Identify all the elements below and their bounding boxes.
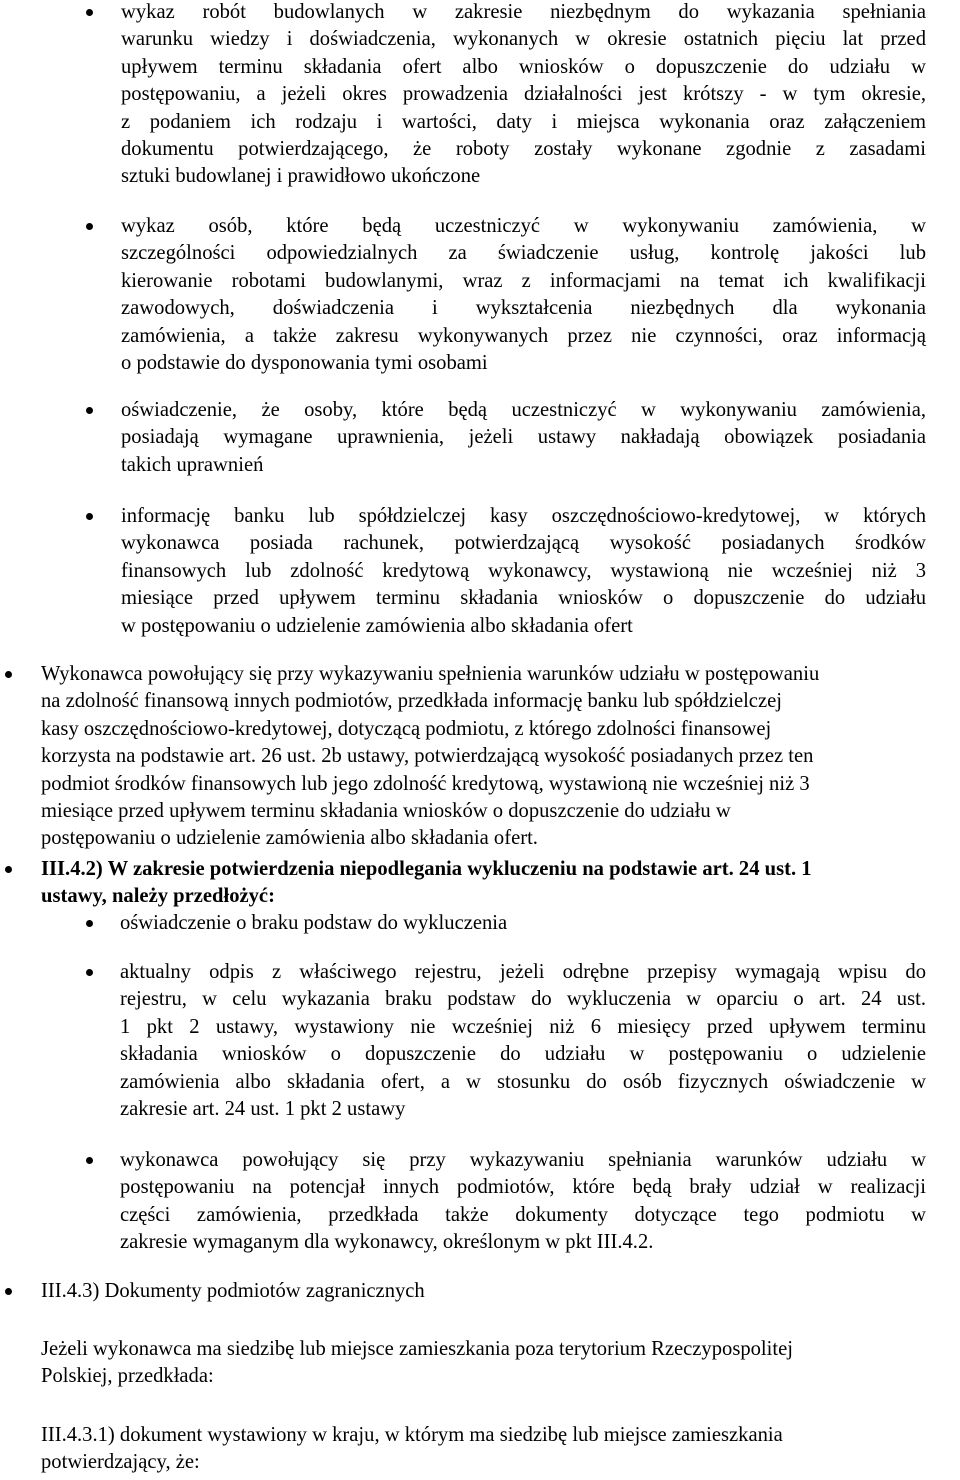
list-item-oswiadczenie-braku: oświadczenie o braku podstaw do wykluczenia (120, 910, 926, 937)
list-item-wykonawca-zdolnosc: Wykonawca powołujący się przy wykazywaniu spełnienia warunków udziału w postępowaniu na zdolność finansową innych podmiotów, przedkłada informację banku lub spółdzielczej kasy oszczędnościowo-kredytowej, dotyczącą podmiotu, z którego zdolności finansowej korzysta na podstawie art. 26 ust. 2b ustawy, potwierdzającą wysokość posiadanych przez ten podmiot środków finansowych lub jego zdolność kredytową, wystawioną nie wcześniej niż 3 miesiące przed upływem terminu składania wniosków o dopuszczenie do udziału w postępowaniu o udzielenie zamówienia albo składania ofert. (41, 661, 956, 853)
list-item-informacja-banku: informację banku lub spółdzielczej kasy oszczędnościowo-kredytowej, w których wykonawca posiada rachunek, potwierdzającą wysokość posiadanych środków finansowych lub zdolność kredytową wykonawcy, wystawioną nie wcześniej niż 3 miesiące przed upływem terminu składania wniosków o dopuszczenie do udziału w postępowaniu o udzielenie zamówienia albo składania ofert (121, 503, 926, 640)
section-heading-iii-4-2: III.4.2) W zakresie potwierdzenia niepodlegania wykluczeniu na podstawie art. 24 ust. 1 ustawy, należy przedłożyć: (41, 856, 956, 911)
bullet-icon (86, 920, 93, 927)
bullet-icon (5, 671, 12, 678)
list-item-oswiadczenie-osoby: oświadczenie, że osoby, które będą uczestniczyć w wykonywaniu zamówienia, posiadają wymagane uprawnienia, jeżeli ustawy nakładają obowiązek posiadania takich uprawnień (121, 397, 926, 479)
bullet-icon (86, 1157, 93, 1164)
section-heading-iii-4-3: III.4.3) Dokumenty podmiotów zagranicznych (41, 1278, 956, 1305)
paragraph-iii-4-3-1: III.4.3.1) dokument wystawiony w kraju, w którym ma siedzibę lub miejsce zamieszkania potwierdzający, że: (41, 1424, 783, 1474)
bullet-icon (86, 407, 93, 414)
bullet-icon (86, 513, 93, 520)
bullet-icon (5, 1288, 12, 1295)
list-item-wykaz-robot: wykaz robót budowlanych w zakresie niezbędnym do wykazania spełniania warunku wiedzy i doświadczenia, wykonanych w okresie ostatnich pięciu lat przed upływem terminu składania ofert albo wniosków o dopuszczenie do udziału w postępowaniu, a jeżeli okres prowadzenia działalności jest krótszy - w tym okresie, z podaniem ich rodzaju i wartości, daty i miejsca wykonania oraz załączeniem dokumentu potwierdzającego, że roboty zostały wykonane zgodnie z zasadami sztuki budowlanej i prawidłowo ukończone (121, 0, 926, 191)
bullet-icon (5, 866, 12, 873)
bullet-icon (86, 223, 93, 230)
bullet-icon (86, 9, 93, 16)
list-item-wykaz-osob: wykaz osób, które będą uczestniczyć w wykonywaniu zamówienia, w szczególności odpowiedzialnych za świadczenie usług, kontrolę jakości lub kierowanie robotami budowlanymi, wraz z informacjami na temat ich kwalifikacji zawodowych, doświadczenia i wykształcenia niezbędnych dla wykonania zamówienia, a także zakresu wykonywanych przez nie czynności, oraz informacją o podstawie do dysponowania tymi osobami (121, 213, 926, 377)
bullet-icon (86, 969, 93, 976)
list-item-odpis-rejestru: aktualny odpis z właściwego rejestru, jeżeli odrębne przepisy wymagają wpisu do rejestru, w celu wykazania braku podstaw do wykluczenia w oparciu o art. 24 ust. 1 pkt 2 ustawy, wystawiony nie wcześniej niż 6 miesięcy przed upływem terminu składania wniosków o dopuszczenie do udziału w postępowaniu o udzielenie zamówienia albo składania ofert, a w stosunku do osób fizycznych oświadczenie w zakresie art. 24 ust. 1 pkt 2 ustawy (120, 959, 926, 1123)
list-item-potencjal-podmiotow: wykonawca powołujący się przy wykazywaniu spełniania warunków udziału w postępowaniu na potencjał innych podmiotów, które będą brały udział w realizacji części zamówienia, przedkłada także dokumenty dotyczące tego podmiotu w zakresie wymaganym dla wykonawcy, określonym w pkt III.4.2. (120, 1147, 926, 1257)
paragraph-siedziba-zagranica: Jeżeli wykonawca ma siedzibę lub miejsce zamieszkania poza terytorium Rzeczypospolitej Polskiej, przedkłada: (41, 1338, 793, 1388)
